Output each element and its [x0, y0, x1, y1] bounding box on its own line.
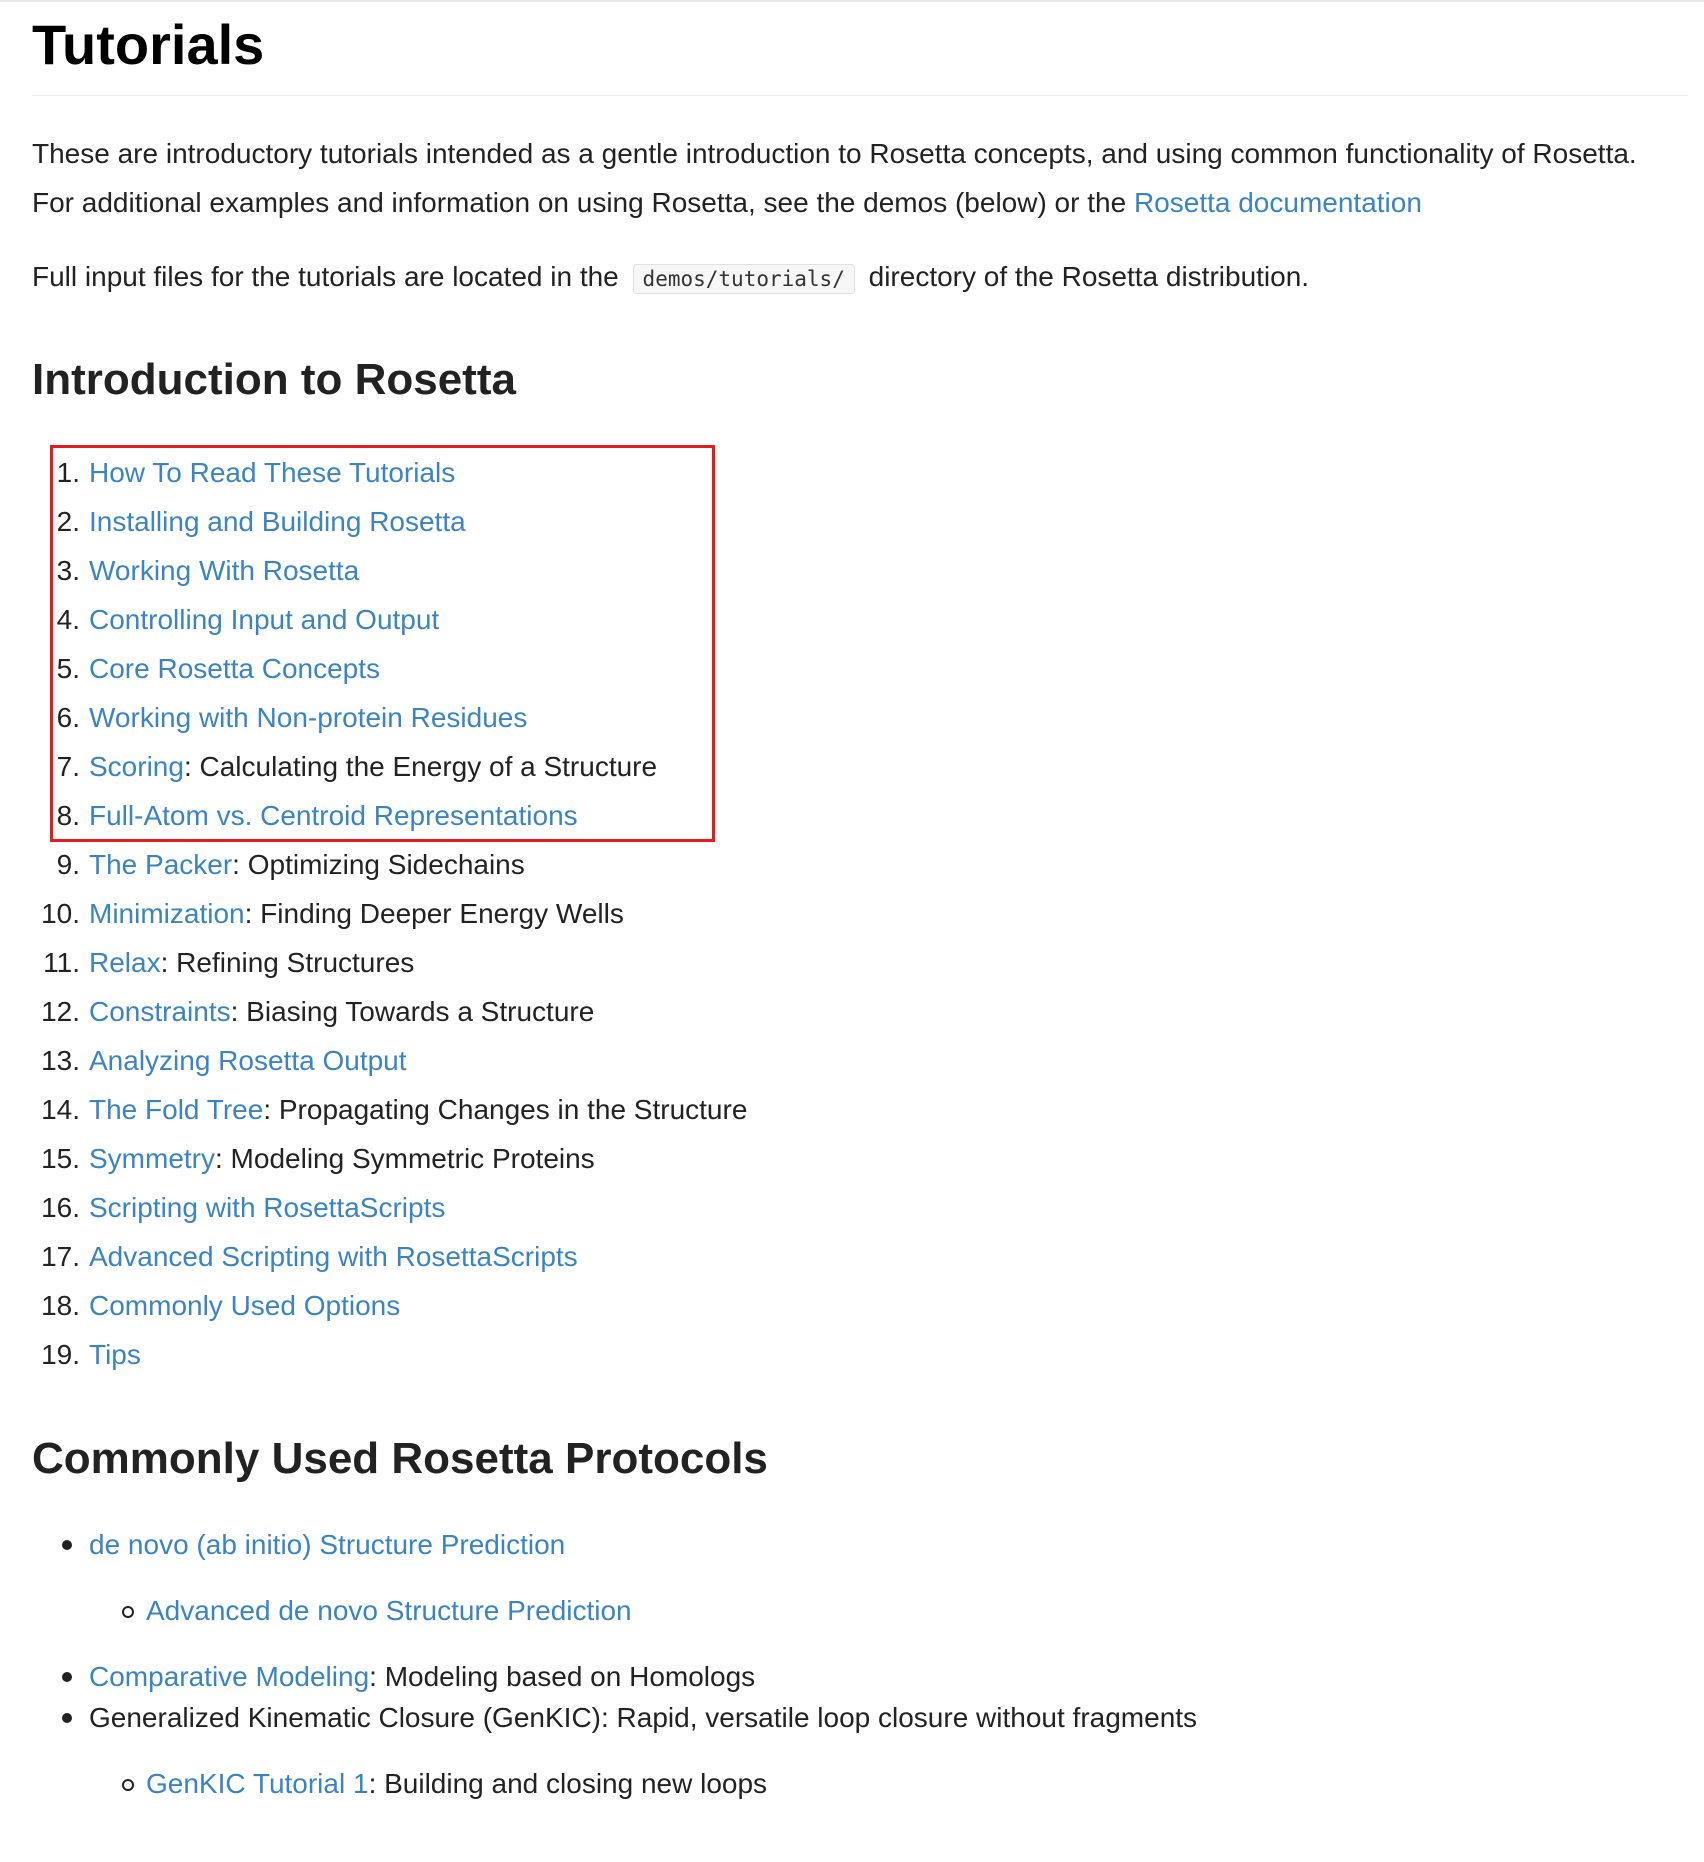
tutorial-item: [32, 889, 747, 938]
tutorial-link[interactable]: Tips: [89, 1339, 141, 1370]
tutorial-link[interactable]: Core Rosetta Concepts: [89, 653, 381, 684]
intro-paragraph: [32, 129, 1702, 227]
tutorial-link[interactable]: Analyzing Rosetta Output: [89, 1045, 407, 1076]
files-suffix: directory of the Rosetta distribution.: [868, 261, 1310, 292]
protocol-description: Generalized Kinematic Closure (GenKIC): Rapid, versatile loop closure without fragments: [89, 1702, 1198, 1733]
tutorial-link[interactable]: Constraints: [89, 996, 231, 1027]
tutorial-number: 8.: [56, 800, 80, 831]
tutorial-number: 17.: [41, 1241, 80, 1272]
protocol-link[interactable]: GenKIC Tutorial 1: [146, 1768, 369, 1799]
tutorial-link[interactable]: Symmetry: [89, 1143, 215, 1174]
tutorial-link[interactable]: Minimization: [89, 898, 245, 929]
tutorial-description: : Finding Deeper Energy Wells: [244, 898, 624, 929]
tutorial-item: [32, 1232, 747, 1281]
tutorial-number: 7.: [56, 751, 80, 782]
tutorial-link[interactable]: Scripting with RosettaScripts: [89, 1192, 446, 1223]
tutorial-item: [32, 987, 747, 1036]
tutorial-item: [32, 1134, 747, 1183]
tutorial-link[interactable]: Working with Non-protein Residues: [89, 702, 528, 733]
tutorial-number: 11.: [43, 947, 80, 978]
tutorial-number: 12.: [41, 996, 80, 1027]
intro-line-1: These are introductory tutorials intended as a gentle introduction to Rosetta concepts, and using common functionality of Rosetta.: [32, 138, 1637, 169]
tutorial-number: 13.: [41, 1045, 80, 1076]
files-paragraph: [32, 257, 1309, 299]
protocol-description: : Modeling based on Homologs: [369, 1661, 756, 1692]
page-title: Tutorials: [32, 13, 265, 76]
tutorial-link[interactable]: Installing and Building Rosetta: [89, 506, 466, 537]
tutorial-link[interactable]: Controlling Input and Output: [89, 604, 440, 635]
tutorial-description: : Refining Structures: [160, 947, 415, 978]
tutorial-item: [32, 595, 747, 644]
tutorial-list: [32, 448, 747, 1379]
tutorial-number: 18.: [41, 1290, 80, 1321]
tutorial-number: 9.: [56, 849, 80, 880]
hollow-bullet-icon: [122, 1779, 134, 1791]
protocol-link[interactable]: de novo (ab initio) Structure Prediction: [89, 1529, 566, 1560]
tutorial-number: 1.: [56, 457, 80, 488]
tutorial-item: [32, 742, 747, 791]
tutorial-item: [32, 938, 747, 987]
tutorial-item: [32, 1036, 747, 1085]
tutorial-item: [32, 644, 747, 693]
intro-line-2: For additional examples and information on using Rosetta, see the demos (below) or the: [32, 187, 1134, 218]
protocol-link[interactable]: Comparative Modeling: [89, 1661, 370, 1692]
bullet-icon: [62, 1713, 72, 1723]
tutorial-number: 4.: [56, 604, 80, 635]
tutorial-number: 19.: [41, 1339, 80, 1370]
section-heading-intro: Introduction to Rosetta: [32, 355, 516, 404]
tutorial-number: 3.: [56, 555, 80, 586]
protocol-text: [146, 1586, 632, 1635]
tutorial-number: 2.: [56, 506, 80, 537]
tutorial-item: [32, 1183, 747, 1232]
tutorial-item: [32, 840, 747, 889]
tutorial-link[interactable]: The Fold Tree: [89, 1094, 264, 1125]
tutorial-item: [32, 791, 747, 840]
tutorial-link[interactable]: Scoring: [89, 751, 184, 782]
tutorial-number: 6.: [56, 702, 80, 733]
tutorial-link[interactable]: Full-Atom vs. Centroid Representations: [89, 800, 578, 831]
tutorial-description: : Biasing Towards a Structure: [230, 996, 595, 1027]
tutorial-item: [32, 497, 747, 546]
tutorial-link[interactable]: Commonly Used Options: [89, 1290, 401, 1321]
tutorial-item: [32, 448, 747, 497]
hollow-bullet-icon: [122, 1606, 134, 1618]
tutorial-link[interactable]: How To Read These Tutorials: [89, 457, 456, 488]
bullet-icon: [62, 1672, 72, 1682]
tutorial-item: [32, 1085, 747, 1134]
title-divider: [32, 95, 1688, 96]
bullet-icon: [62, 1540, 72, 1550]
protocol-description: : Building and closing new loops: [368, 1768, 768, 1799]
tutorial-link[interactable]: The Packer: [89, 849, 233, 880]
tutorial-number: 16.: [41, 1192, 80, 1223]
tutorial-number: 15.: [41, 1143, 80, 1174]
tutorial-description: : Modeling Symmetric Proteins: [215, 1143, 595, 1174]
tutorial-description: : Calculating the Energy of a Structure: [183, 751, 658, 782]
tutorial-item: [32, 693, 747, 742]
tutorial-link[interactable]: Advanced Scripting with RosettaScripts: [89, 1241, 578, 1272]
tutorial-description: : Propagating Changes in the Structure: [263, 1094, 748, 1125]
section-heading-protocols: Commonly Used Rosetta Protocols: [32, 1434, 768, 1483]
tutorial-item: [32, 546, 747, 595]
rosetta-documentation-link[interactable]: Rosetta documentation: [1133, 187, 1422, 218]
tutorial-number: 5.: [56, 653, 80, 684]
protocol-link[interactable]: Advanced de novo Structure Prediction: [146, 1595, 632, 1626]
tutorial-description: : Optimizing Sidechains: [232, 849, 525, 880]
protocol-text: [89, 1693, 1197, 1742]
tutorial-link[interactable]: Relax: [89, 947, 161, 978]
protocol-text: [89, 1520, 565, 1569]
tutorial-number: 10.: [41, 898, 80, 929]
tutorial-number: 14.: [41, 1094, 80, 1125]
tutorials-dir-code: demos/tutorials/: [633, 264, 855, 294]
files-prefix: Full input files for the tutorials are located in the: [32, 261, 619, 292]
tutorial-link[interactable]: Working With Rosetta: [89, 555, 360, 586]
protocol-text: [146, 1759, 767, 1808]
tutorial-item: [32, 1281, 747, 1330]
tutorial-item: [32, 1330, 747, 1379]
